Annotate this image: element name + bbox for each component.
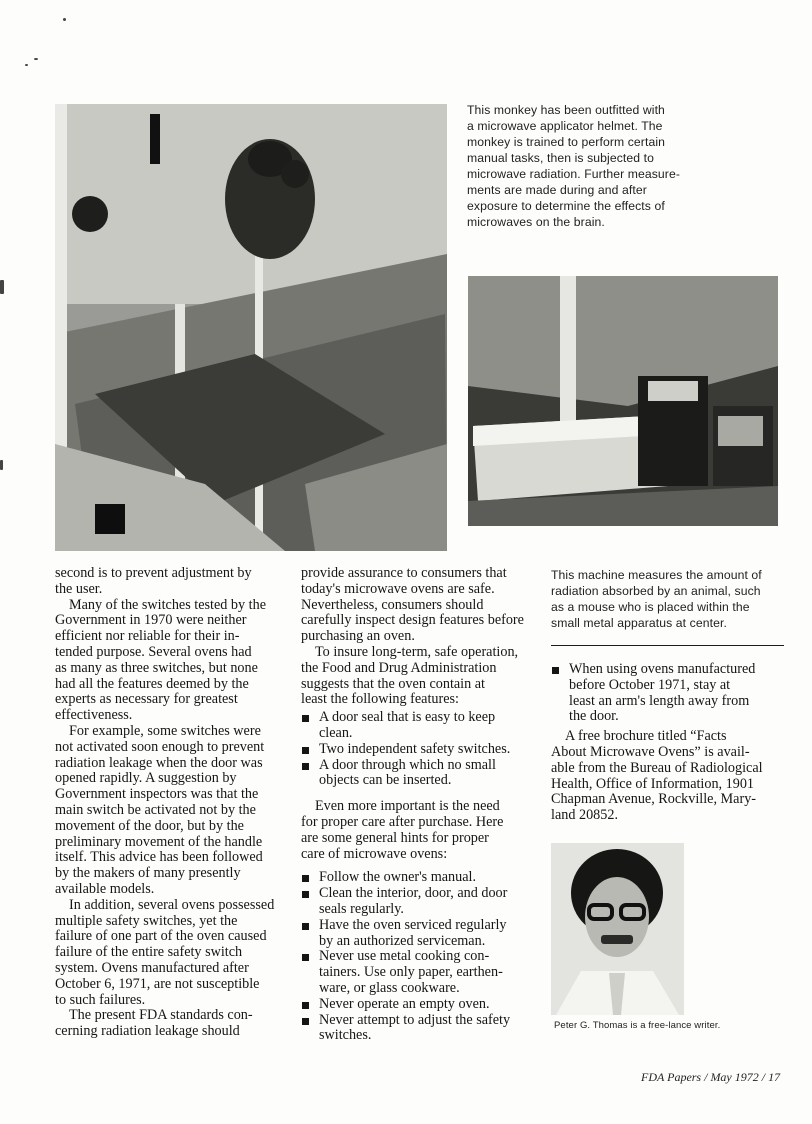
list-item: Two independent safety switches. xyxy=(301,742,541,758)
machine-photo xyxy=(468,276,778,526)
paragraph: In addition, several ovens possessed multiple safety switches, yet the failure of one part of the oven caused failure of the entire safety switch system. Ovens manufactured after October 6, 1971, are not susceptible to such failures. xyxy=(55,896,275,1008)
scan-speck xyxy=(0,280,4,294)
article-column-right xyxy=(551,660,791,824)
list-item: Clean the interior, door, and door seals regularly. xyxy=(301,886,541,918)
scan-speck xyxy=(34,58,38,60)
care-hints-list xyxy=(301,870,541,1044)
list-item: A door through which no small objects can be inserted. xyxy=(301,758,541,790)
paragraph: For example, some switches were not activated soon enough to prevent radiation leakage when the door was opened rapidly. A suggestion by Government inspectors was that the main switch be activated not by the movement of the door, but by the preliminary movement of the handle itself. This advice has been followed by the makers of many presently available models. xyxy=(55,722,265,897)
paragraph: The present FDA standards con- cerning radiation leakage should xyxy=(55,1007,253,1040)
monkey-photo xyxy=(55,104,447,551)
warning-list xyxy=(551,662,791,725)
article-column-middle xyxy=(301,566,541,1048)
page-footer: FDA Papers / May 1972 / 17 xyxy=(641,1070,781,1084)
list-item: Have the oven serviced regularly by an authorized serviceman. xyxy=(301,918,541,950)
scan-speck xyxy=(0,460,3,470)
paragraph: Many of the switches tested by the Government in 1970 were neither efficient nor reliable for their in- tended purpose. Several ovens had as many as three switches, but none had all the features deemed by the experts as necessary for greatest effectiveness. xyxy=(55,596,267,724)
paragraph: provide assurance to consumers that today's microwave ovens are safe. Nevertheless, consumers should carefully inspect design features before purchasing an oven. xyxy=(301,565,524,645)
paragraph: Even more important is the need for proper care after purchase. Here are some general hints for proper care of microwave ovens: xyxy=(301,798,504,862)
list-item: Never operate an empty oven. xyxy=(301,997,541,1013)
scan-speck xyxy=(63,18,66,21)
article-column-left xyxy=(55,566,287,1040)
machine-photo-caption: This machine measures the amount of radiation absorbed by an animal, such as a mouse who is placed within the small metal apparatus at center. xyxy=(551,568,762,630)
monkey-photo-caption: This monkey has been outfitted with a microwave applicator helmet. The monkey is trained to perform certain manual tasks, then is subjected to microwave radiation. Further measure- ments are made during and after exposure to determine the effects of microwaves on the brain. xyxy=(467,103,680,229)
list-item: Never attempt to adjust the safety switches. xyxy=(301,1013,541,1045)
author-caption: Peter G. Thomas is a free-lance writer. xyxy=(554,1020,721,1031)
scan-speck xyxy=(25,64,28,66)
paragraph: To insure long-term, safe operation, the Food and Drug Administration suggests that the oven contain at least the following features: xyxy=(301,643,519,708)
list-item: When using ovens manufactured before October 1971, stay at least an arm's length away from the door. xyxy=(551,662,791,725)
list-item: A door seal that is easy to keep clean. xyxy=(301,710,541,742)
paragraph: A free brochure titled “Facts About Microwave Ovens” is avail- able from the Bureau of Radiological Health, Office of Information, 1901 Chapman Avenue, Rockville, Mary- land 20852. xyxy=(551,728,763,824)
list-item: Never use metal cooking con- tainers. Use only paper, earthen- ware, or glass cookware. xyxy=(301,949,541,996)
feature-list xyxy=(301,710,541,789)
list-item: Follow the owner's manual. xyxy=(301,870,541,886)
caption-divider xyxy=(551,645,784,646)
paragraph: second is to prevent adjustment by the user. xyxy=(55,565,252,597)
author-portrait xyxy=(551,843,684,1015)
